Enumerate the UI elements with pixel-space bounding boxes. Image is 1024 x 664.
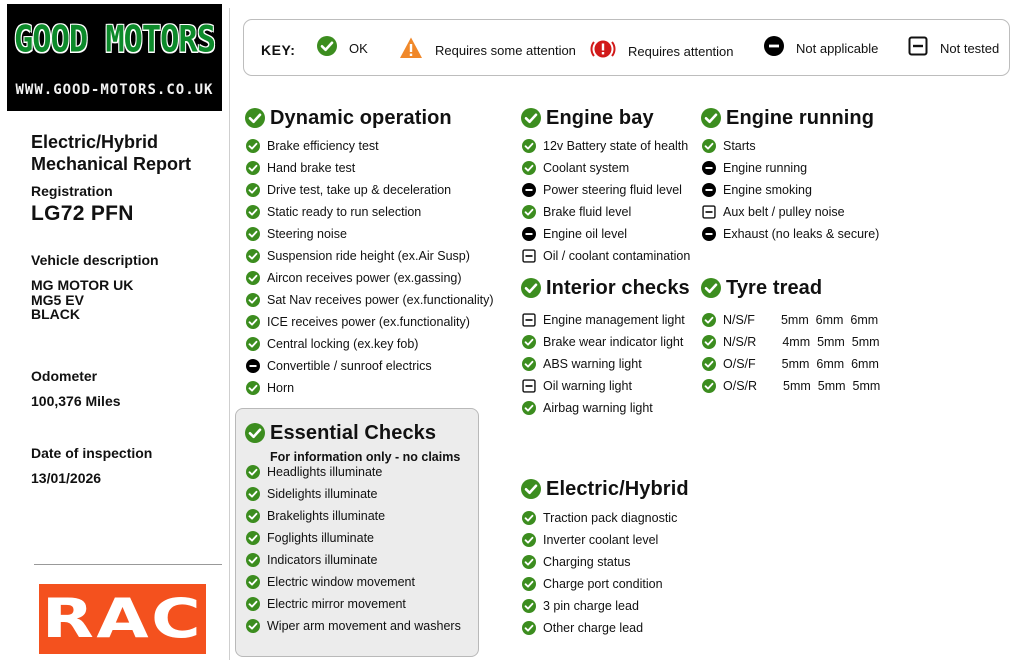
check-label: Electric window movement [267, 575, 415, 589]
checklist [521, 135, 690, 267]
check-label: Hand brake test [267, 161, 356, 175]
check-item [245, 527, 461, 549]
ok-check-icon [245, 108, 265, 128]
key-not-tested-label: Not tested [940, 40, 1000, 56]
tyre-position: O/S/R [723, 379, 758, 393]
section-header [701, 105, 879, 131]
check-item [521, 507, 689, 529]
section-header [245, 420, 461, 446]
check-label: Charging status [543, 555, 631, 569]
ok-check-icon [246, 465, 260, 479]
odometer-value: 100,376 Miles [31, 393, 121, 409]
check-label: Electric mirror movement [267, 597, 406, 611]
check-label: Brakelights illuminate [267, 509, 386, 523]
check-item [701, 135, 879, 157]
logo-url: WWW.GOOD-MOTORS.CO.UK [15, 82, 214, 98]
ok-check-icon [246, 183, 260, 197]
ok-check-icon [702, 379, 716, 393]
check-label: Indicators illuminate [267, 553, 378, 567]
registration-value: LG72 PFN [31, 202, 134, 225]
section-title: Dynamic operation [270, 106, 452, 129]
check-item [701, 201, 879, 223]
ok-check-icon [522, 621, 536, 635]
check-item [245, 245, 493, 267]
ok-check-icon [246, 337, 260, 351]
ok-check-icon [246, 205, 260, 219]
check-item [245, 377, 493, 399]
key-not-applicable [764, 36, 878, 56]
check-label: Exhaust (no leaks & secure) [723, 227, 880, 241]
check-item [521, 397, 690, 419]
ok-check-icon [246, 315, 260, 329]
check-item [521, 573, 689, 595]
vertical-divider [229, 8, 230, 660]
ok-check-icon [522, 555, 536, 569]
tyre-list [701, 309, 880, 397]
check-item [521, 617, 689, 639]
check-item [521, 551, 689, 573]
section-title: Interior checks [546, 276, 690, 299]
ok-check-icon [245, 423, 265, 443]
check-label: 3 pin charge lead [543, 599, 639, 613]
tyre-position: O/S/F [723, 357, 756, 371]
check-label: Sidelights illuminate [267, 487, 378, 501]
ok-check-icon [246, 619, 260, 633]
check-label: Airbag warning light [543, 401, 653, 415]
status-key [243, 19, 1010, 76]
check-label: Sat Nav receives power (ex.functionality) [267, 293, 494, 307]
check-item [245, 289, 493, 311]
not-tested-icon [908, 36, 928, 56]
check-item [521, 309, 690, 331]
check-label: Aircon receives power (ex.gassing) [267, 271, 462, 285]
check-item [245, 549, 461, 571]
check-item [245, 333, 493, 355]
ok-check-icon [246, 227, 260, 241]
key-label: KEY: [261, 42, 296, 58]
ok-check-icon [246, 249, 260, 263]
check-item [245, 267, 493, 289]
check-item [521, 201, 690, 223]
check-item [521, 375, 690, 397]
ok-check-icon [702, 335, 716, 349]
ok-check-icon [701, 278, 721, 298]
ok-check-icon [246, 487, 260, 501]
check-label: Foglights illuminate [267, 531, 374, 545]
tyre-row [701, 309, 880, 331]
check-item [245, 593, 461, 615]
not-applicable-icon [702, 227, 716, 241]
tyre-tread-depths: 4mm 5mm 5mm [782, 335, 880, 349]
tyre-row [701, 353, 880, 375]
ok-check-icon [246, 509, 260, 523]
check-label: Brake efficiency test [267, 139, 379, 153]
report-title-line1: Electric/Hybrid [31, 132, 159, 152]
check-item [521, 245, 690, 267]
report-title [31, 131, 191, 175]
vehicle-colour: BLACK [31, 306, 80, 322]
ok-check-icon [317, 36, 337, 56]
not-tested-icon [522, 379, 536, 393]
tyre-tread-depths: 5mm 5mm 5mm [783, 379, 881, 393]
check-item [701, 157, 879, 179]
check-label: Brake fluid level [543, 205, 632, 219]
check-item [521, 529, 689, 551]
tyre-position: N/S/R [723, 335, 757, 349]
check-item [245, 571, 461, 593]
warning-triangle-icon [399, 36, 423, 60]
sidebar-divider-rule [34, 564, 222, 565]
section-title: Tyre tread [726, 276, 823, 299]
check-item [701, 179, 879, 201]
check-label: ICE receives power (ex.functionality) [267, 315, 470, 329]
check-label: Central locking (ex.key fob) [267, 337, 419, 351]
check-label: Oil / coolant contamination [543, 249, 691, 263]
report-title-line2: Mechanical Report [31, 154, 192, 174]
inspection-date-value: 13/01/2026 [31, 470, 102, 486]
section-title: Engine running [726, 106, 875, 129]
tyre-tread-depths: 5mm 6mm 6mm [780, 313, 879, 327]
essential-checks-section [245, 420, 461, 637]
checklist [521, 507, 689, 639]
ok-check-icon [522, 599, 536, 613]
key-ok [317, 36, 368, 56]
tyre-position: N/S/F [723, 313, 755, 327]
check-label: Engine oil level [543, 227, 628, 241]
section-title: Engine bay [546, 106, 654, 129]
checklist [245, 135, 493, 399]
ok-check-icon [521, 278, 541, 298]
ok-check-icon [522, 577, 536, 591]
engine-bay-section [521, 105, 690, 267]
not-applicable-icon [246, 359, 260, 373]
sidebar [0, 0, 230, 664]
section-header [245, 105, 493, 131]
not-tested-icon [522, 249, 536, 263]
check-item [245, 311, 493, 333]
check-label: Engine management light [543, 313, 685, 327]
ok-check-icon [521, 108, 541, 128]
check-label: Horn [267, 381, 295, 395]
check-item [245, 179, 493, 201]
ok-check-icon [522, 511, 536, 525]
check-label: Convertible / sunroof electrics [267, 359, 432, 373]
odometer-label: Odometer [31, 368, 98, 384]
not-applicable-icon [702, 183, 716, 197]
check-item [521, 179, 690, 201]
not-applicable-icon [702, 161, 716, 175]
rac-logo [39, 584, 206, 654]
check-label: Starts [723, 139, 756, 153]
check-item [521, 135, 690, 157]
check-item [245, 483, 461, 505]
check-item [521, 353, 690, 375]
ok-check-icon [521, 479, 541, 499]
check-item [521, 331, 690, 353]
key-ok-label: OK [349, 40, 368, 56]
check-label: 12v Battery state of health [543, 139, 689, 153]
engine-running-section [701, 105, 879, 245]
tyre-tread-section [701, 275, 880, 397]
ok-check-icon [522, 335, 536, 349]
check-label: Oil warning light [543, 379, 632, 393]
section-header [521, 275, 690, 301]
check-item [245, 461, 461, 483]
not-applicable-icon [764, 36, 784, 56]
ok-check-icon [522, 161, 536, 175]
section-header [701, 275, 880, 301]
check-label: Static ready to run selection [267, 205, 422, 219]
ok-check-icon [246, 161, 260, 175]
ok-check-icon [522, 357, 536, 371]
ok-check-icon [702, 357, 716, 371]
check-label: Engine smoking [723, 183, 812, 197]
vehicle-model: MG5 EV [31, 291, 84, 308]
check-label: Drive test, take up & deceleration [267, 183, 452, 197]
ok-check-icon [702, 313, 716, 327]
not-applicable-icon [522, 183, 536, 197]
key-some-attention-label: Requires some attention [435, 42, 576, 58]
rac-logo-text: RAC [41, 587, 204, 650]
vehicle-description-label: Vehicle description [31, 252, 159, 268]
check-label: Charge port condition [543, 577, 663, 591]
check-item [521, 223, 690, 245]
key-attention [590, 36, 734, 62]
check-label: Coolant system [543, 161, 630, 175]
ok-check-icon [246, 139, 260, 153]
not-applicable-icon [522, 227, 536, 241]
check-label: Suspension ride height (ex.Air Susp) [267, 249, 470, 263]
checklist [245, 461, 461, 637]
logo-title: GOOD MOTORS [14, 17, 215, 61]
tyre-row [701, 375, 880, 397]
alert-red-icon [590, 36, 616, 62]
electric-hybrid-section [521, 476, 689, 639]
section-title: Electric/Hybrid [546, 477, 689, 500]
ok-check-icon [246, 293, 260, 307]
key-not-tested [908, 36, 999, 56]
check-item [245, 355, 493, 377]
check-label: Power steering fluid level [543, 183, 682, 197]
ok-check-icon [246, 575, 260, 589]
ok-check-icon [522, 139, 536, 153]
check-label: ABS warning light [543, 357, 642, 371]
good-motors-logo [7, 4, 222, 111]
ok-check-icon [701, 108, 721, 128]
not-tested-icon [522, 313, 536, 327]
check-label: Steering noise [267, 227, 347, 241]
ok-check-icon [522, 205, 536, 219]
ok-check-icon [522, 533, 536, 547]
tyre-tread-depths: 5mm 6mm 6mm [781, 357, 879, 371]
checklist [521, 309, 690, 419]
ok-check-icon [702, 139, 716, 153]
not-tested-icon [702, 205, 716, 219]
check-item [245, 157, 493, 179]
registration-label: Registration [31, 183, 113, 199]
check-label: Other charge lead [543, 621, 644, 635]
ok-check-icon [246, 553, 260, 567]
ok-check-icon [246, 381, 260, 395]
checklist [701, 135, 879, 245]
check-label: Inverter coolant level [543, 533, 659, 547]
section-header [521, 476, 689, 502]
vehicle-make: MG MOTOR UK [31, 277, 134, 293]
check-item [245, 615, 461, 637]
ok-check-icon [246, 271, 260, 285]
ok-check-icon [246, 531, 260, 545]
inspection-date-label: Date of inspection [31, 445, 153, 461]
check-item [245, 135, 493, 157]
check-item [521, 157, 690, 179]
vehicle-description [31, 278, 133, 322]
check-label: Aux belt / pulley noise [723, 205, 845, 219]
check-label: Engine running [723, 161, 808, 175]
interior-checks-section [521, 275, 690, 419]
key-attention-label: Requires attention [628, 43, 734, 59]
key-some-attention [399, 36, 576, 60]
key-not-applicable-label: Not applicable [796, 40, 879, 56]
check-item [245, 505, 461, 527]
check-item [245, 201, 493, 223]
check-item [245, 223, 493, 245]
check-item [521, 595, 689, 617]
check-label: Wiper arm movement and washers [267, 619, 461, 633]
ok-check-icon [522, 401, 536, 415]
check-label: Brake wear indicator light [543, 335, 684, 349]
check-label: Traction pack diagnostic [543, 511, 678, 525]
tyre-row [701, 331, 880, 353]
section-header [521, 105, 690, 131]
dynamic-operation-section [245, 105, 493, 399]
section-subtitle: For information only - no claims [270, 450, 461, 464]
check-label: Headlights illuminate [267, 465, 383, 479]
check-item [701, 223, 879, 245]
section-title: Essential Checks [270, 421, 437, 444]
ok-check-icon [246, 597, 260, 611]
